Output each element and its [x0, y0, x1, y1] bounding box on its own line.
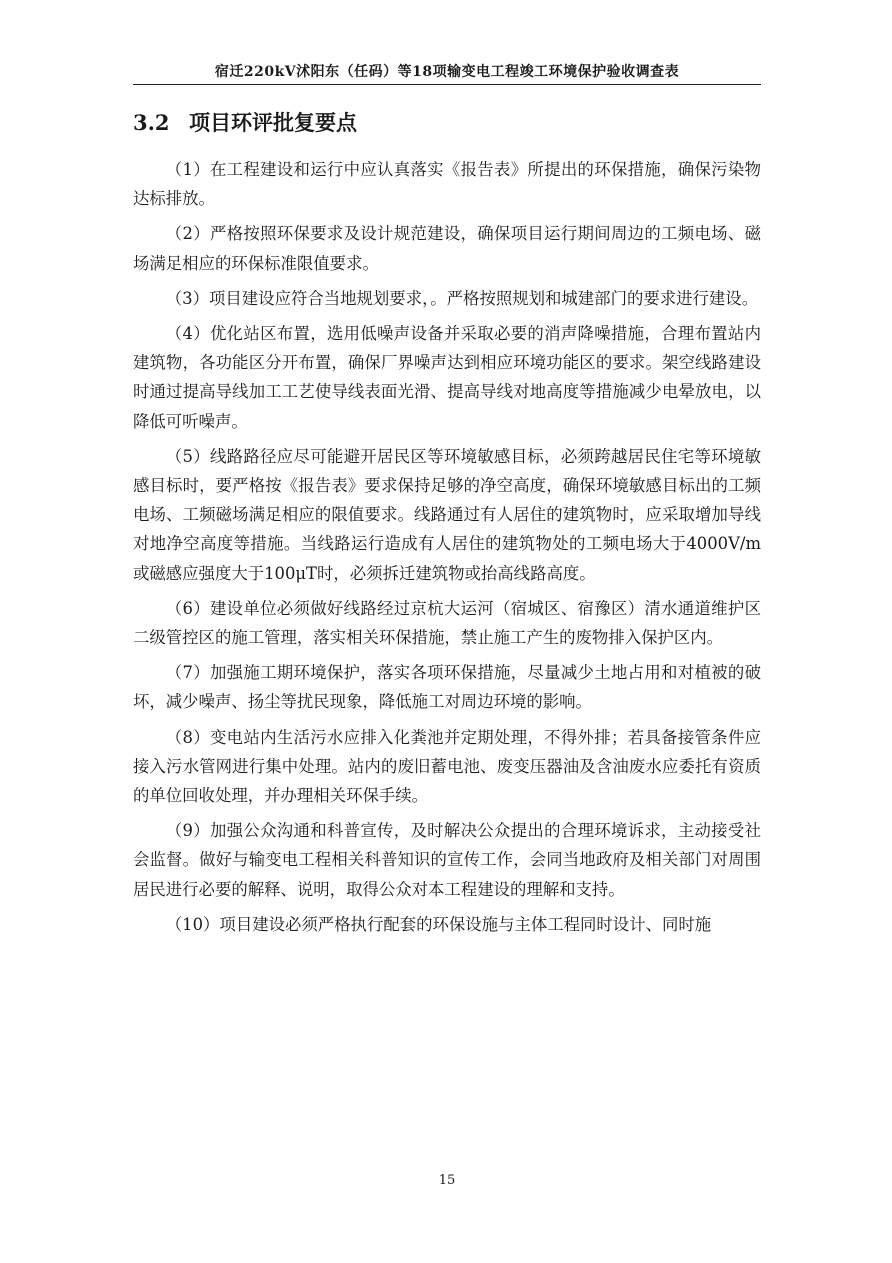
- body-text: [133, 155, 761, 945]
- paragraph-9: （9）加强公众沟通和科普宣传，及时解决公众提出的合理环境诉求，主动接受社会监督。做好与输变电工程相关科普知识的宣传工作，会同当地政府及相关部门对周围居民进行必要的解释、说明，取得公众对本工程建设的理解和支持。: [133, 821, 761, 899]
- header-rule: [133, 84, 761, 85]
- paragraph-5: （5）线路路径应尽可能避开居民区等环境敏感目标，必须跨越居民住宅等环境敏感目标时，要严格按《报告表》要求保持足够的净空高度，确保环境敏感目标出的工频电场、工频磁场满足相应的限值要求。线路通过有人居住的建筑物时，应采取增加导线对地净空高度等措施。当线路运行造成有人居住的建筑物处的工频电场大于4000V/m或磁感应强度大于100μT时，必须拆迁建筑物或抬高线路高度。: [133, 446, 761, 583]
- paragraph-7: （7）加强施工期环境保护，落实各项环保措施，尽量减少土地占用和对植被的破坏，减少噪声、扬尘等扰民现象，降低施工对周边环境的影响。: [133, 663, 761, 712]
- section-heading: [133, 108, 357, 138]
- paragraph-4: （4）优化站区布置，选用低噪声设备并采取必要的消声降噪措施，合理布置站内建筑物，各功能区分开布置，确保厂界噪声达到相应环境功能区的要求。架空线路建设时通过提高导线加工工艺使导线表面光滑、提高导线对地高度等措施减少电晕放电，以降低可听噪声。: [133, 324, 761, 431]
- paragraph-8: （8）变电站内生活污水应排入化粪池并定期处理，不得外排；若具备接管条件应接入污水管网进行集中处理。站内的废旧蓄电池、废变压器油及含油废水应委托有资质的单位回收处理，并办理相关环保手续。: [133, 727, 761, 806]
- page-number: 15: [438, 1173, 456, 1188]
- document-header: 宿迁220kV沭阳东（任码）等18项输变电工程竣工环境保护验收调查表: [214, 64, 680, 80]
- section-number: 3.2: [133, 110, 170, 135]
- paragraph-2: （2）严格按照环保要求及设计规范建设，确保项目运行期间周边的工频电场、磁场满足相应的环保标准限值要求。: [133, 224, 761, 273]
- paragraph-1: （1）在工程建设和运行中应认真落实《报告表》所提出的环保措施，确保污染物达标排放。: [133, 160, 761, 209]
- paragraph-3: （3）项目建设应符合当地规划要求，。严格按照规划和城建部门的要求进行建设。: [165, 288, 759, 308]
- paragraph-10: （10）项目建设必须严格执行配套的环保设施与主体工程同时设计、同时施: [165, 914, 712, 934]
- section-title: 项目环评批复要点: [189, 110, 357, 135]
- paragraph-6: （6）建设单位必须做好线路经过京杭大运河（宿城区、宿豫区）清水通道维护区二级管控区的施工管理，落实相关环保措施，禁止施工产生的废物排入保护区内。: [133, 598, 761, 648]
